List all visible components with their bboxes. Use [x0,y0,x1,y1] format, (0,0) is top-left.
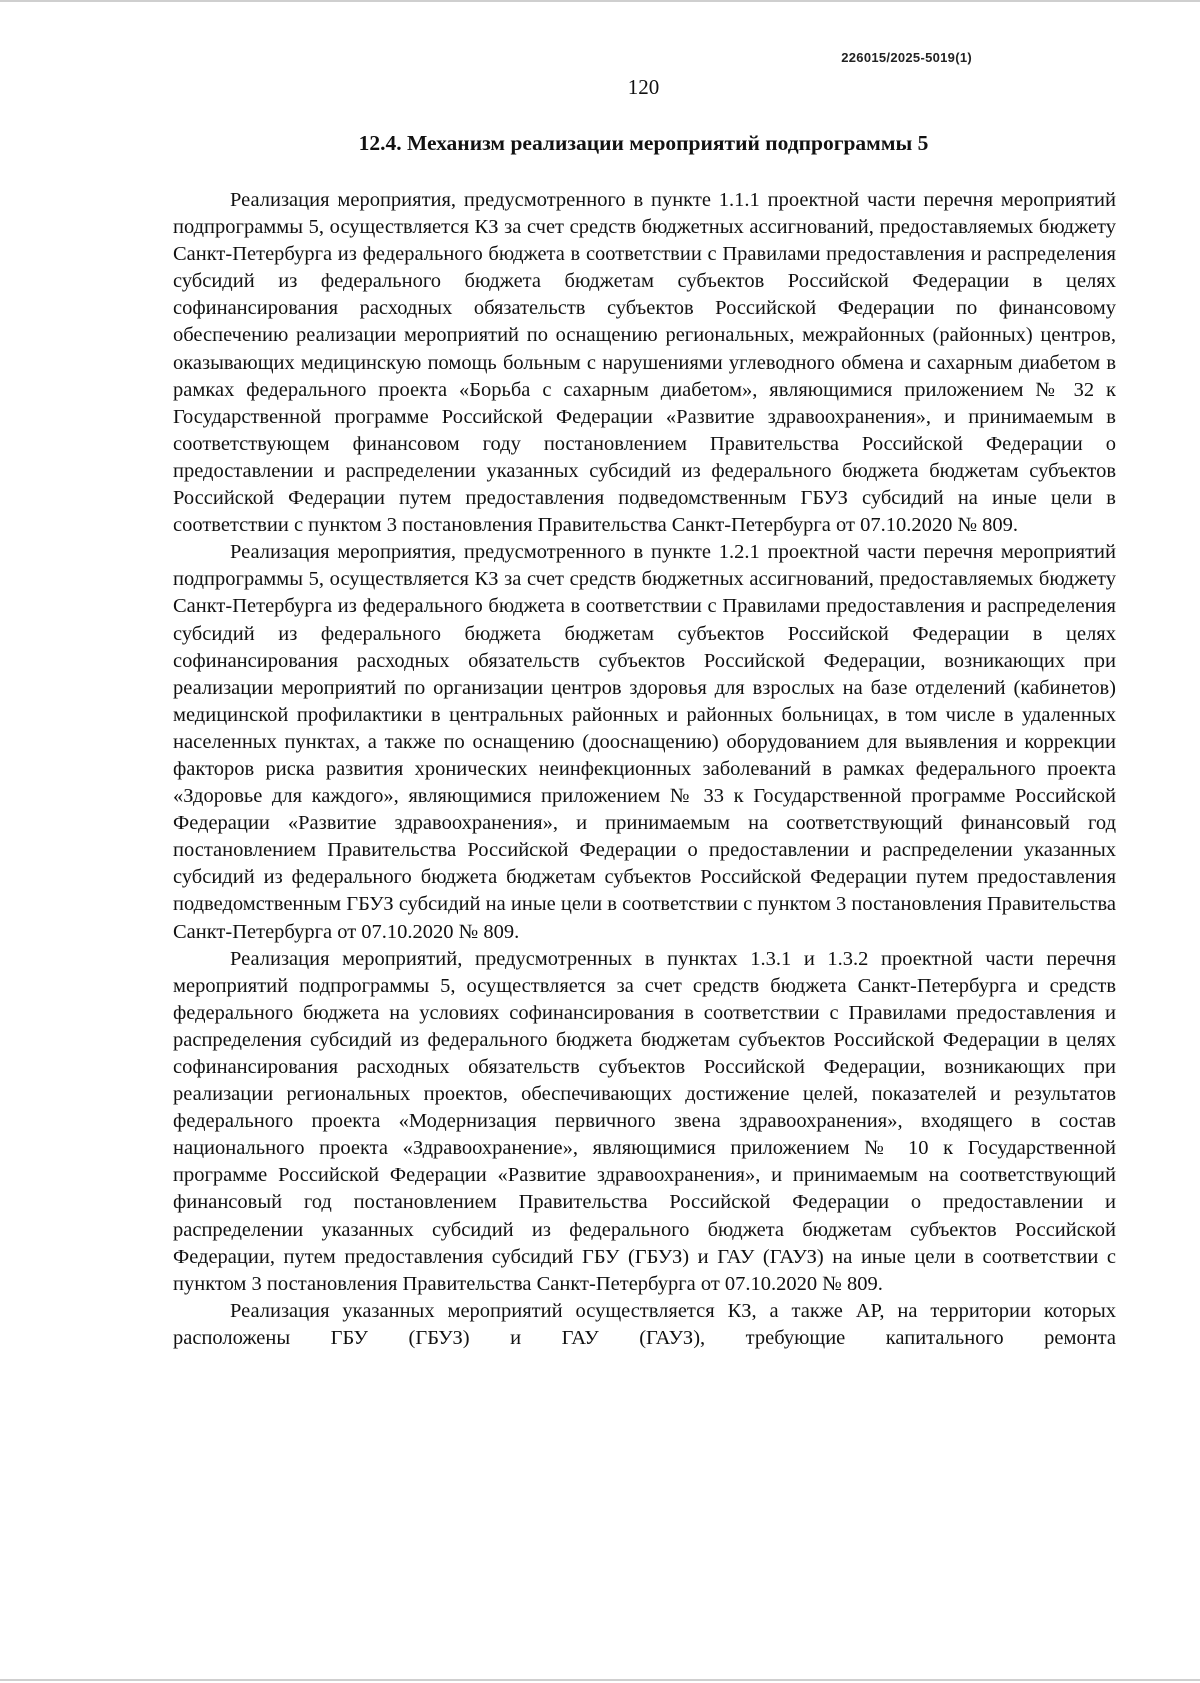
page-number: 120 [627,75,660,99]
paragraph-1: Реализация мероприятия, предусмотренного в пункте 1.1.1 проектной части перечня мероприятий подпрограммы 5, осуществляется КЗ за счет средств бюджетных ассигнований, предоставляемых бюджету Санкт-Петербурга из федерального бюджета в соответствии с Правилами предоставления и распределения субсидий из федерального бюджета бюджетам субъектов Российской Федерации в целях софинансирования расходных обязательств субъектов Российской Федерации по финансовому обеспечению реализации мероприятий по оснащению региональных, межрайонных (районных) центров, оказывающих медицинскую помощь больным с нарушениями углеводного обмена и сахарным диабетом в рамках федерального проекта «Борьба с сахарным диабетом», являющимися приложением № 32 к Государственной программе Российской Федерации «Развитие здравоохранения», и принимаемым в соответствующем финансовом году постановлением Правительства Российской Федерации о предоставлении и распределении указанных субсидий из федерального бюджета бюджетам субъектов Российской Федерации путем предоставления подведомственным ГБУЗ субсидий на иные цели в соответствии с пунктом 3 постановления Правительства Санкт-Петербурга от 07.10.2020 № 809. [173,189,1116,537]
scan-edge-bottom [0,1679,1200,1681]
scan-edge-top [0,0,1200,2]
paragraph-3: Реализация мероприятий, предусмотренных в пунктах 1.3.1 и 1.3.2 проектной части перечня мероприятий подпрограммы 5, осуществляется за счет средств бюджета Санкт-Петербурга и средств федерального бюджета на условиях софинансирования в соответствии с Правилами предоставления и распределения субсидий из федерального бюджета бюджетам субъектов Российской Федерации в целях софинансирования расходных обязательств субъектов Российской Федерации, возникающих при реализации региональных проектов, обеспечивающих достижение целей, показателей и результатов федерального проекта «Модернизация первичного звена здравоохранения», входящего в состав национального проекта «Здравоохранение», являющимися приложением № 10 к Государственной программе Российской Федерации «Развитие здравоохранения», и принимаемым на соответствующий финансовый год постановлением Правительства Российской Федерации о предоставлении и распределении указанных субсидий из федерального бюджета бюджетам субъектов Российской Федерации, путем предоставления субсидий ГБУ (ГБУЗ) и ГАУ (ГАУЗ) на иные цели в соответствии с пунктом 3 постановления Правительства Санкт-Петербурга от 07.10.2020 № 809. [173,947,1116,1295]
document-registration-number: 226015/2025-5019(1) [841,50,972,65]
document-body [173,187,1116,1352]
paragraph-2: Реализация мероприятия, предусмотренного в пункте 1.2.1 проектной части перечня мероприятий подпрограммы 5, осуществляется КЗ за счет средств бюджетных ассигнований, предоставляемых бюджету Санкт-Петербурга из федерального бюджета в соответствии с Правилами предоставления и распределения субсидий из федерального бюджета бюджетам субъектов Российской Федерации в целях софинансирования расходных обязательств субъектов Российской Федерации, возникающих при реализации мероприятий по организации центров здоровья для взрослых на базе отделений (кабинетов) медицинской профилактики в центральных районных и районных больницах, в том числе в удаленных населенных пунктах, а также по оснащению (дооснащению) оборудованием для выявления и коррекции факторов риска развития хронических неинфекционных заболеваний в рамках федерального проекта «Здоровье для каждого», являющимися приложением № 33 к Государственной программе Российской Федерации «Развитие здравоохранения», и принимаемым на соответствующий финансовый год постановлением Правительства Российской Федерации о предоставлении и распределении указанных субсидий из федерального бюджета бюджетам субъектов Российской Федерации путем предоставления подведомственным ГБУЗ субсидий на иные цели в соответствии с пунктом 3 постановления Правительства Санкт-Петербурга от 07.10.2020 № 809. [173,541,1116,943]
paragraph-4: Реализация указанных мероприятий осуществляется КЗ, а также АР, на территории которых расположены ГБУ (ГБУЗ) и ГАУ (ГАУЗ), требующие капитального ремонта [173,1299,1116,1349]
section-heading: 12.4. Механизм реализации мероприятий подпрограммы 5 [358,131,929,155]
